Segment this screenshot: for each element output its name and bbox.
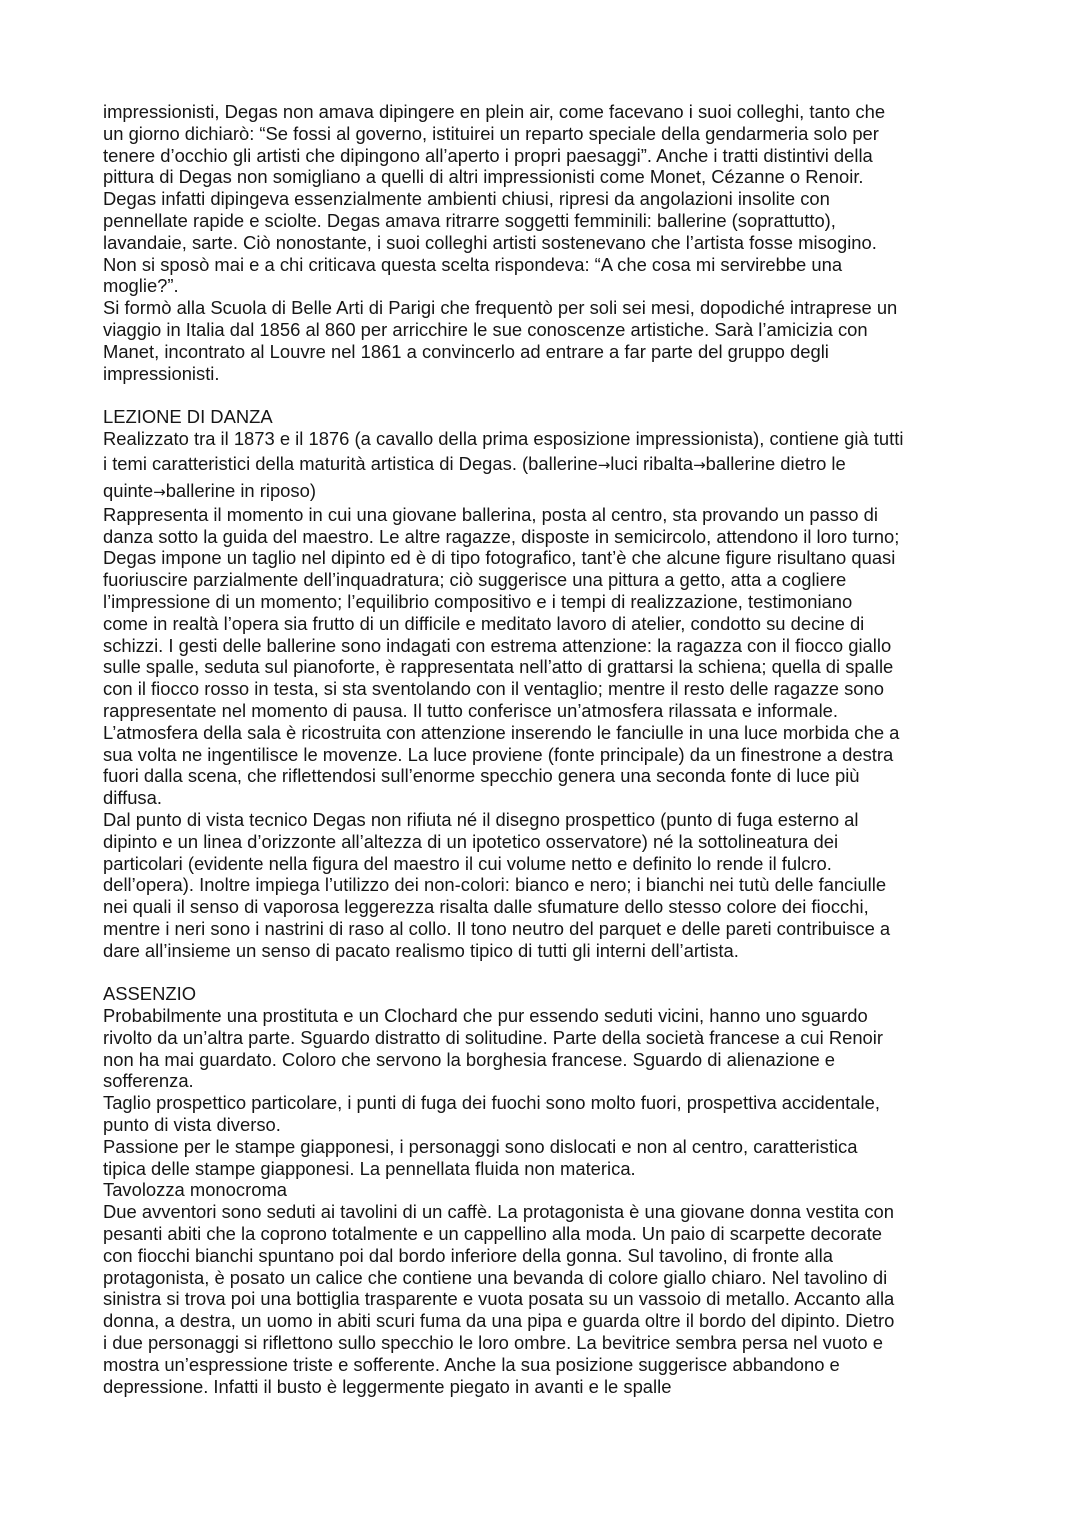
text-line: i due personaggi si riflettono sullo specchio le loro ombre. La bevitrice sembra persa nel vuoto e (103, 1332, 883, 1354)
text-line: protagonista, è posato un calice che contiene una bevanda di colore giallo chiaro. Nel tavolino di (103, 1266, 888, 1288)
text-line: Manet, incontrato al Louvre nel 1861 a convincerlo ad entrare a far parte del gruppo degli (103, 340, 829, 362)
text-line: come in realtà l’opera sia frutto di un difficile e meditato lavoro di atelier, condotto su decine di (103, 612, 865, 634)
text-line: nei quali il senso di vaporosa leggerezza risalta dalle sfumature dello stesso colore dei fiocchi, (103, 896, 869, 918)
text-line: tipica delle stampe giapponesi. La pennellata fluida non materica. (103, 1157, 636, 1179)
text-line: donna, a destra, un uomo in abiti scuri fuma da una pipa e guarda oltre il bordo del dipinto. Dietro (103, 1310, 895, 1332)
text-line: Si formò alla Scuola di Belle Arti di Parigi che frequentò per soli sei mesi, dopodiché intraprese un (103, 297, 898, 319)
text-line: viaggio in Italia dal 1856 al 860 per arricchire le sue conoscenze artistiche. Sarà l’amicizia con (103, 318, 868, 340)
text-line: Degas impone un taglio nel dipinto ed è di tipo fotografico, tant’è che alcune figure risultano quasi (103, 547, 896, 569)
text-line: Due avventori sono seduti ai tavolini di un caffè. La protagonista è una giovane donna vestita con (103, 1201, 894, 1223)
assenzio-section (103, 983, 977, 1397)
text-fragment: i temi caratteristici della maturità artistica di Degas. (ballerine (103, 452, 598, 474)
text-line: dipinto e un linea d’orizzonte all’altezza di un ipotetico osservatore) né la sottolineatura dei (103, 830, 839, 852)
lezione-di-danza-section (103, 406, 977, 961)
arrow-right-icon: → (693, 455, 706, 474)
section-heading: ASSENZIO (103, 983, 196, 1005)
text-line: Tavolozza monocroma (103, 1179, 287, 1201)
text-line: fuori dalla scena, che riflettendosi sull’enorme specchio genera una seconda fonte di luce più (103, 765, 860, 787)
text-line: mostra un’espressione triste e sofferente. Anche la sua posizione suggerisce abbandono e (103, 1353, 840, 1375)
text-line: Probabilmente una prostituta e un Clochard che pur essendo seduti vicini, hanno uno sguardo (103, 1005, 868, 1027)
text-line: fuoriuscire parzialmente dell’inquadratura; ciò suggerisce una pittura a getto, atta a cogliere (103, 569, 847, 591)
text-line: dare all’insieme un senso di pacato realismo tipico di tutti gli interni dell’artista. (103, 939, 739, 961)
intro-section (103, 101, 977, 384)
text-line: Rappresenta il momento in cui una giovane ballerina, posta al centro, sta provando un passo di (103, 503, 878, 525)
text-line: sulle spalle, seduta sul pianoforte, è rappresentata nell’atto di grattarsi la schiena; quella di spalle (103, 656, 894, 678)
section-heading: LEZIONE DI DANZA (103, 406, 273, 428)
text-fragment: ballerine in riposo) (165, 479, 316, 501)
text-fragment: luci ribalta (610, 452, 694, 474)
arrow-right-icon: → (153, 482, 166, 501)
text-fragment: ballerine dietro le (705, 452, 846, 474)
blank-line (103, 384, 977, 406)
text-line: sua volta ne ingentilisce le movenze. La luce proviene (fonte principale) da un finestrone a destra (103, 743, 894, 765)
blank-line (103, 961, 977, 983)
text-line: tenere d’occhio gli artisti che dipingono all’aperto i propri paesaggi”. Anche i tratti distintivi della (103, 144, 873, 166)
text-line: rivolto da un’altra parte. Sguardo distratto di solitudine. Parte della società francese a cui Renoir (103, 1026, 883, 1048)
text-line: punto di vista diverso. (103, 1114, 281, 1136)
text-line: diffusa. (103, 787, 162, 809)
text-line: particolari (evidente nella figura del maestro il cui volume netto e definito lo rende il fulcro. (103, 852, 832, 874)
text-line: mentre i neri sono i nastrini di raso al collo. Il tono neutro del parquet e delle pareti contribuisce a (103, 917, 891, 939)
text-line: Taglio prospettico particolare, i punti di fuga dei fuochi sono molto fuori, prospettiva accidentale, (103, 1092, 880, 1114)
document-page (103, 101, 977, 1397)
text-line: sofferenza. (103, 1070, 194, 1092)
text-line: impressionisti, Degas non amava dipingere en plein air, come facevano i suoi colleghi, tanto che (103, 101, 886, 122)
text-line: L’atmosfera della sala è ricostruita con attenzione inserendo le fanciulle in una luce morbida che a (103, 721, 900, 743)
text-line: Realizzato tra il 1873 e il 1876 (a cavallo della prima esposizione impressionista), contiene già tutti (103, 427, 904, 449)
text-line: schizzi. I gesti delle ballerine sono indagati con estrema attenzione: la ragazza con il fiocco giallo (103, 634, 892, 656)
text-line-with-arrows (103, 477, 977, 504)
text-line: pesanti abiti che la coprono totalmente e un cappellino alla moda. Un paio di scarpette decorate (103, 1223, 883, 1245)
text-line: Dal punto di vista tecnico Degas non rifiuta né il disegno prospettico (punto di fuga esterno al (103, 808, 859, 830)
text-line: dell’opera). Inoltre impiega l’utilizzo dei non-colori: bianco e nero; i bianchi nei tutù delle fanciulle (103, 874, 887, 896)
text-line: l’impressione di un momento; l’equilibrio compositivo e i tempi di realizzazione, testimoniano (103, 590, 853, 612)
text-line: con fiocchi bianchi spuntano poi dal bordo inferiore della gonna. Sul tavolino, di fronte alla (103, 1244, 833, 1266)
text-line: impressionisti. (103, 362, 220, 384)
text-fragment: quinte (103, 479, 154, 501)
text-line: un giorno dichiarò: “Se fossi al governo, istituirei un reparto speciale della gendarmeria solo per (103, 122, 879, 144)
text-line: con il fiocco rosso in testa, si sta sventolando con il ventaglio; mentre il resto delle ragazze sono (103, 678, 884, 700)
text-line: sinistra si trova poi una bottiglia trasparente e vuota posata su un vassoio di metallo. Accanto alla (103, 1288, 895, 1310)
text-line: danza sotto la guida del maestro. Le altre ragazze, disposte in semicircolo, attendono il loro turno; (103, 525, 900, 547)
arrow-right-icon: → (597, 455, 611, 474)
text-line: pittura di Degas non somigliano a quelli di altri impressionisti come Monet, Cézanne o Renoir. (103, 166, 864, 188)
text-line: Passione per le stampe giapponesi, i personaggi sono dislocati e non al centro, caratteristica (103, 1135, 858, 1157)
text-line-with-arrows (103, 450, 977, 477)
text-line: lavandaie, sarte. Ciò nonostante, i suoi colleghi artisti sostenevano che l’artista fosse misogino. (103, 231, 877, 253)
text-line: rappresentate nel momento di pausa. Il tutto conferisce un’atmosfera rilassata e informale. (103, 699, 838, 721)
text-line: pennellate rapide e sciolte. Degas amava ritrarre soggetti femminili: ballerine (soprattutto), (103, 209, 836, 231)
text-line: Non si sposò mai e a chi criticava questa scelta rispondeva: “A che cosa mi servirebbe una (103, 253, 843, 275)
text-line: non ha mai guardato. Coloro che servono la borghesia francese. Sguardo di alienazione e (103, 1048, 836, 1070)
text-line: depressione. Infatti il busto è leggermente piegato in avanti e le spalle (103, 1375, 672, 1397)
text-line: Degas infatti dipingeva essenzialmente ambienti chiusi, ripresi da angolazioni insolite con (103, 188, 830, 210)
text-line: moglie?”. (103, 275, 179, 297)
